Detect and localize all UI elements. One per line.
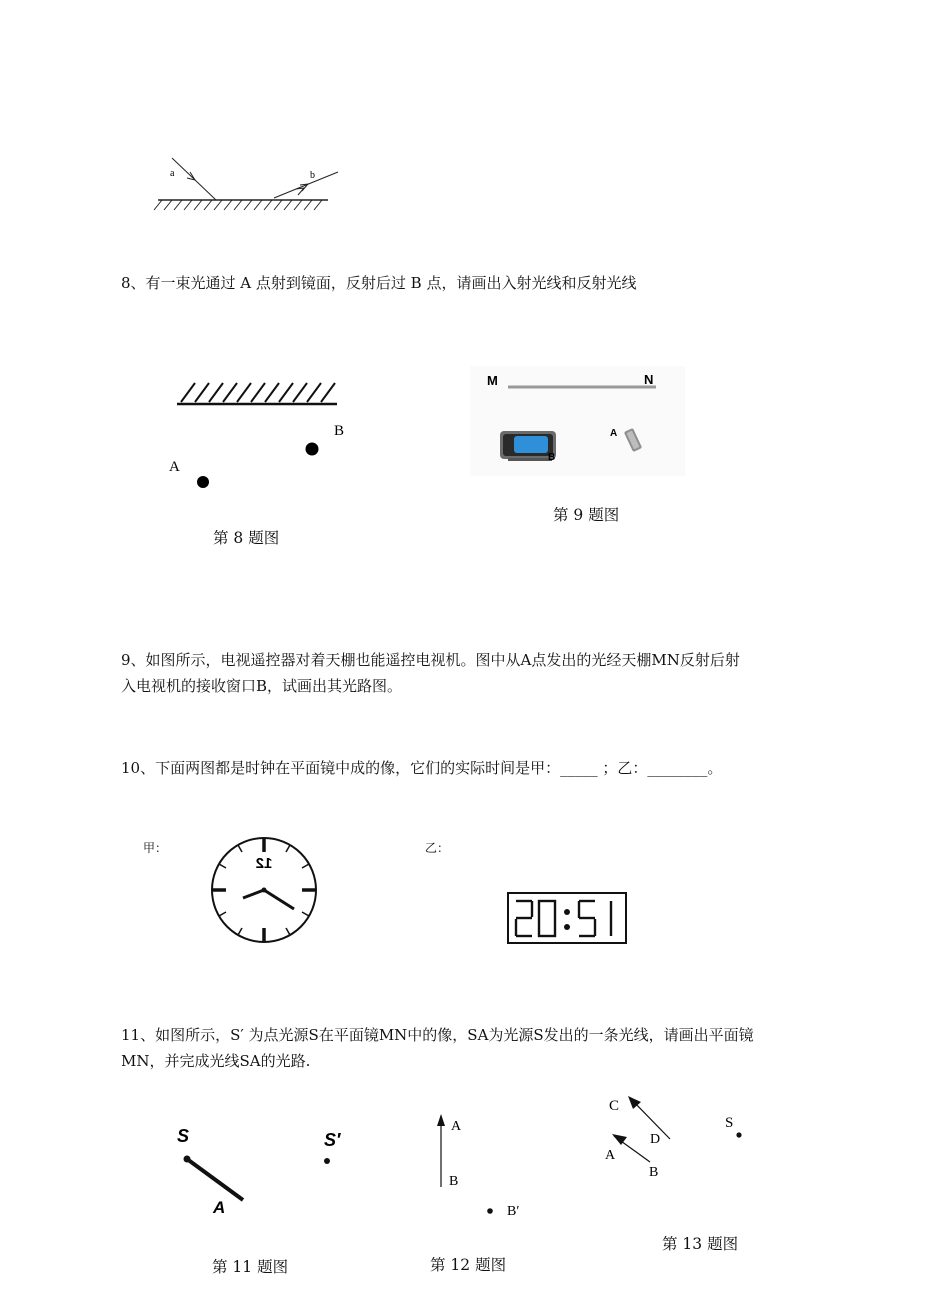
point-source-figure-11 (170, 1115, 360, 1225)
label-s-prime: S′ (324, 1130, 341, 1150)
figure-12-caption: 第 12 题图 (430, 1256, 507, 1274)
label-s: S (725, 1115, 734, 1131)
figure-8-caption: 第 8 题图 (213, 529, 280, 547)
clock-numeral-12: 12 (255, 855, 273, 872)
tv-remote-figure-9 (470, 366, 685, 476)
label-c: C (609, 1098, 620, 1114)
point-s-prime (324, 1158, 330, 1164)
label-a: A (213, 1198, 226, 1217)
label-yi: 乙： (425, 841, 450, 855)
mirror-reflection-figure-7 (150, 150, 340, 220)
label-b: B (334, 423, 345, 439)
point-b-prime (487, 1208, 493, 1214)
figure-9-caption: 第 9 题图 (553, 506, 620, 524)
question-9-line2: 入电视机的接收窗口B，试画出其光路图。 (121, 677, 403, 695)
label-b: B (548, 452, 556, 463)
label-a: A (610, 428, 618, 439)
question-9-line1: 9、如图所示，电视遥控器对着天棚也能遥控电视机。图中从A点发出的光经天棚MN反射后射 (121, 651, 740, 669)
point-b (306, 443, 319, 456)
label-a: a (170, 168, 175, 179)
object-image-figure-12 (425, 1108, 535, 1223)
question-11-line2: MN，并完成光线SA的光路. (121, 1052, 311, 1070)
label-b-prime: B′ (507, 1204, 520, 1219)
label-jia: 甲： (143, 841, 168, 855)
digit-0 (539, 901, 555, 936)
label-a: A (451, 1119, 462, 1134)
figure-13-caption: 第 13 题图 (662, 1235, 739, 1253)
figure-11-caption: 第 11 题图 (212, 1258, 289, 1276)
point-a (197, 476, 209, 488)
digit-2 (516, 901, 532, 936)
label-b: b (310, 170, 315, 181)
question-8-text: 8、有一束光通过 A 点射到镜面，反射后过 B 点，请画出入射光线和反射光线 (121, 274, 637, 292)
label-b: B (449, 1174, 459, 1189)
digital-clock-display (512, 897, 624, 941)
label-s: S (177, 1126, 190, 1146)
reflected-rays-figure-13 (600, 1088, 770, 1188)
label-m: M (487, 373, 498, 388)
mirrored-analog-clock (210, 836, 320, 946)
ray-sa (187, 1159, 243, 1200)
label-a: A (605, 1148, 616, 1163)
label-b: B (649, 1165, 659, 1180)
point-s (736, 1132, 741, 1137)
reflected-ray-b (274, 172, 338, 198)
label-n: N (644, 372, 654, 387)
digit-5 (579, 901, 595, 936)
mirror-points-figure-8 (165, 380, 345, 495)
label-d: D (650, 1132, 661, 1147)
label-a: A (169, 459, 180, 475)
question-10-text: 10、下面两图都是时钟在平面镜中成的像，它们的实际时间是甲：_____ ；乙：________。 (121, 759, 723, 777)
question-11-line1: 11、如图所示，S′ 为点光源S在平面镜MN中的像，SA为光源S发出的一条光线，请画出平面镜 (121, 1026, 754, 1044)
